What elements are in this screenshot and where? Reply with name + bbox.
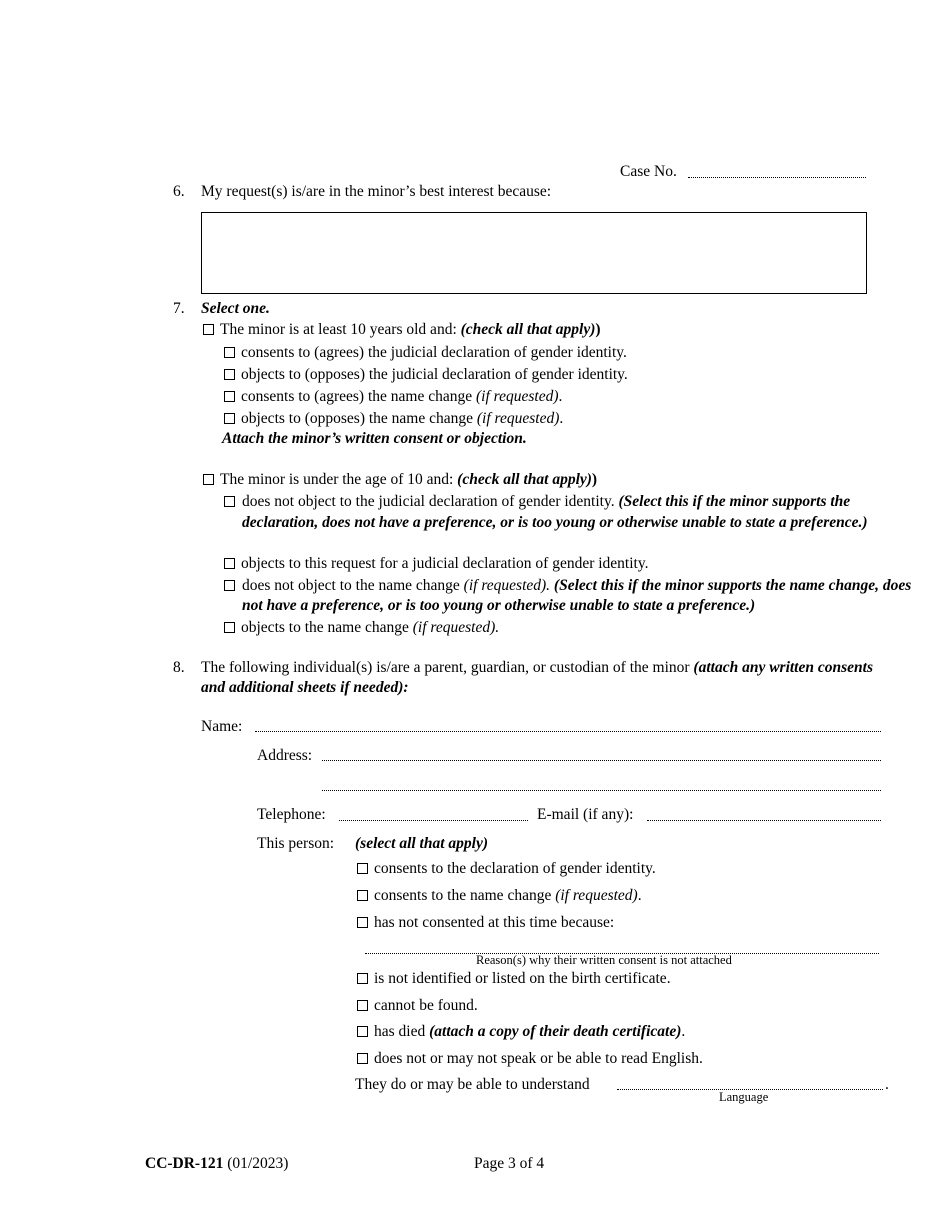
item-7-number: 7. <box>173 300 185 317</box>
minor-under-10-option: The minor is under the age of 10 and: (check all that apply)) <box>203 470 597 490</box>
minor-under-10-checkbox[interactable] <box>203 474 214 485</box>
email-field[interactable] <box>647 820 881 821</box>
item-7-select-one: Select one. <box>201 300 270 317</box>
p-not-consented: has not consented at this time because: <box>357 913 614 933</box>
p-has-died: has died (attach a copy of their death certificate). <box>357 1022 685 1042</box>
p-consents-name-change-checkbox[interactable] <box>357 890 368 901</box>
b-not-object-name-change-checkbox[interactable] <box>224 580 235 591</box>
select-all-note: (select all that apply) <box>355 835 489 852</box>
b-not-object-declaration-checkbox-row <box>224 492 241 512</box>
p-has-died-checkbox[interactable] <box>357 1026 368 1037</box>
b-not-object-name-change: does not object to the name change (if requested). (Select this if the minor supports the name change, does not have a preference, or is too young or otherwise unable to state a preference.) <box>242 577 912 614</box>
a-consents-name-change-checkbox[interactable] <box>224 391 235 402</box>
form-id: CC-DR-121 (01/2023) <box>145 1155 289 1172</box>
best-interest-textbox[interactable] <box>201 212 867 294</box>
case-no-label: Case No. <box>620 163 677 180</box>
p-not-on-birth-certificate: is not identified or listed on the birth certificate. <box>357 969 671 989</box>
p-not-english-checkbox[interactable] <box>357 1053 368 1064</box>
a-consents-declaration-checkbox[interactable] <box>224 347 235 358</box>
b-not-object-declaration: does not object to the judicial declaration of gender identity. (Select this if the minor supports the declaration, does not have a preference, or is too young or otherwise unable to state a preference.) <box>242 493 868 531</box>
telephone-field[interactable] <box>339 820 528 821</box>
reason-caption: Reason(s) why their written consent is not attached <box>476 953 732 967</box>
b-objects-name-change-checkbox[interactable] <box>224 622 235 633</box>
p-consents-declaration: consents to the declaration of gender identity. <box>357 859 656 879</box>
b-not-object-name-change-checkbox-row <box>224 576 241 596</box>
b-objects-declaration-checkbox[interactable] <box>224 558 235 569</box>
p-not-on-birth-certificate-checkbox[interactable] <box>357 973 368 984</box>
a-objects-declaration-checkbox[interactable] <box>224 369 235 380</box>
b-not-object-declaration-checkbox[interactable] <box>224 496 235 507</box>
a-objects-name-change: objects to (opposes) the name change (if requested). <box>224 409 563 429</box>
email-label: E-mail (if any): <box>537 806 634 823</box>
item-8-number: 8. <box>173 659 185 676</box>
telephone-label: Telephone: <box>257 806 326 823</box>
p-consents-name-change: consents to the name change (if requested). <box>357 886 642 906</box>
minor-10-plus-checkbox[interactable] <box>203 324 214 335</box>
b-objects-name-change: objects to the name change (if requested). <box>224 618 499 638</box>
case-no-field[interactable] <box>688 177 866 178</box>
minor-10-plus-option: The minor is at least 10 years old and: (check all that apply)) <box>203 320 601 340</box>
attach-consent-note: Attach the minor’s written consent or objection. <box>222 430 527 447</box>
address-field-line-1[interactable] <box>322 760 881 761</box>
p-not-english: does not or may not speak or be able to read English. <box>357 1049 703 1069</box>
a-consents-declaration: consents to (agrees) the judicial declaration of gender identity. <box>224 343 627 363</box>
a-objects-name-change-checkbox[interactable] <box>224 413 235 424</box>
a-objects-declaration: objects to (opposes) the judicial declaration of gender identity. <box>224 365 628 385</box>
item-8-text: The following individual(s) is/are a parent, guardian, or custodian of the minor (attach any written consents and additional sheets if needed): <box>201 659 873 696</box>
language-end-period: . <box>885 1076 889 1093</box>
name-field[interactable] <box>255 731 881 732</box>
this-person-label: This person: <box>257 835 335 852</box>
item-6-text: My request(s) is/are in the minor’s best interest because: <box>201 183 552 200</box>
address-label: Address: <box>257 747 313 764</box>
b-objects-declaration: objects to this request for a judicial declaration of gender identity. <box>224 554 648 574</box>
p-cannot-be-found: cannot be found. <box>357 996 478 1016</box>
a-consents-name-change: consents to (agrees) the name change (if requested). <box>224 387 562 407</box>
language-label: They do or may be able to understand <box>355 1076 590 1093</box>
p-not-consented-checkbox[interactable] <box>357 917 368 928</box>
p-cannot-be-found-checkbox[interactable] <box>357 1000 368 1011</box>
address-field-line-2[interactable] <box>322 790 881 791</box>
name-label: Name: <box>201 718 243 735</box>
item-6-number: 6. <box>173 183 185 200</box>
language-caption: Language <box>719 1090 769 1104</box>
p-consents-declaration-checkbox[interactable] <box>357 863 368 874</box>
page-number: Page 3 of 4 <box>474 1155 545 1172</box>
